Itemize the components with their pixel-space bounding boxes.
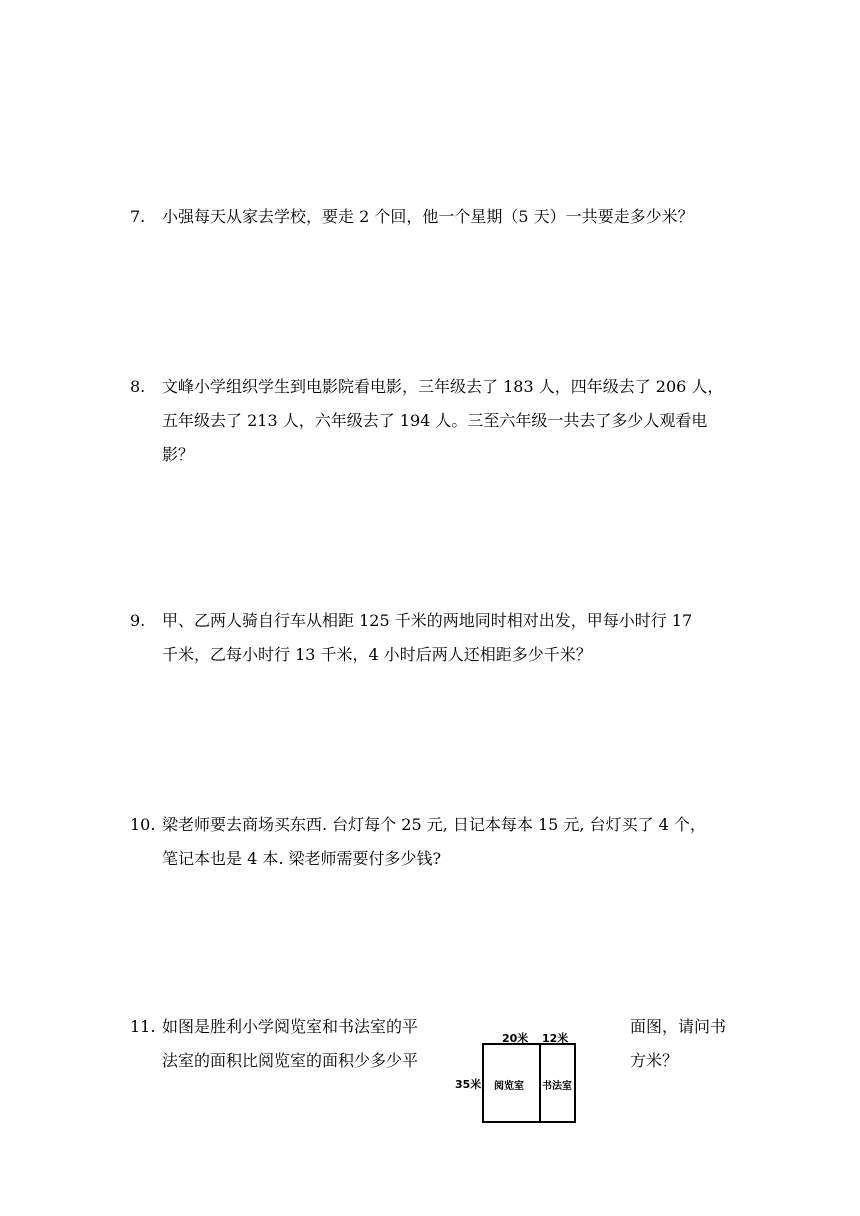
question-number: 8. — [130, 377, 146, 396]
calligraphy-room-label: 书法室 — [542, 1081, 572, 1092]
question-text: 如图是胜利小学阅览室和书法室的平 — [162, 1017, 419, 1036]
question-text: 五年级去了 213 人，六年级去了 194 人。三至六年级一共去了多少人观看电 — [162, 411, 708, 430]
question-text: 法室的面积比阅览室的面积少多少平 — [162, 1051, 419, 1070]
question-text: 方米？ — [630, 1051, 679, 1070]
question-text: 影？ — [162, 445, 195, 464]
question-text: 梁老师要去商场买东西. 台灯每个 25 元, 日记本每本 15 元, 台灯买了 4 个， — [162, 815, 706, 834]
question-number: 9. — [130, 611, 146, 630]
width-b-label: 12米 — [542, 1032, 569, 1045]
question-text: 小强每天从家去学校，要走 2 个回，他一个星期（5 天）一共要走多少米？ — [162, 207, 694, 226]
question-text: 面图，请问书 — [630, 1017, 727, 1036]
width-a-label: 20米 — [502, 1032, 529, 1045]
question-number: 11. — [130, 1017, 156, 1036]
question-text: 千米，乙每小时行 13 千米，4 小时后两人还相距多少千米？ — [162, 645, 592, 664]
question-text: 甲、乙两人骑自行车从相距 125 千米的两地同时相对出发，甲每小时行 17 — [162, 611, 693, 630]
question-number: 10. — [130, 815, 156, 834]
height-label: 35米 — [455, 1078, 482, 1091]
question-text: 笔记本也是 4 本. 梁老师需要付多少钱? — [162, 849, 442, 868]
question-text: 文峰小学组织学生到电影院看电影，三年级去了 183 人，四年级去了 206 人， — [162, 377, 724, 396]
question-number: 7. — [130, 207, 146, 226]
reading-room-label: 阅览室 — [494, 1081, 524, 1092]
